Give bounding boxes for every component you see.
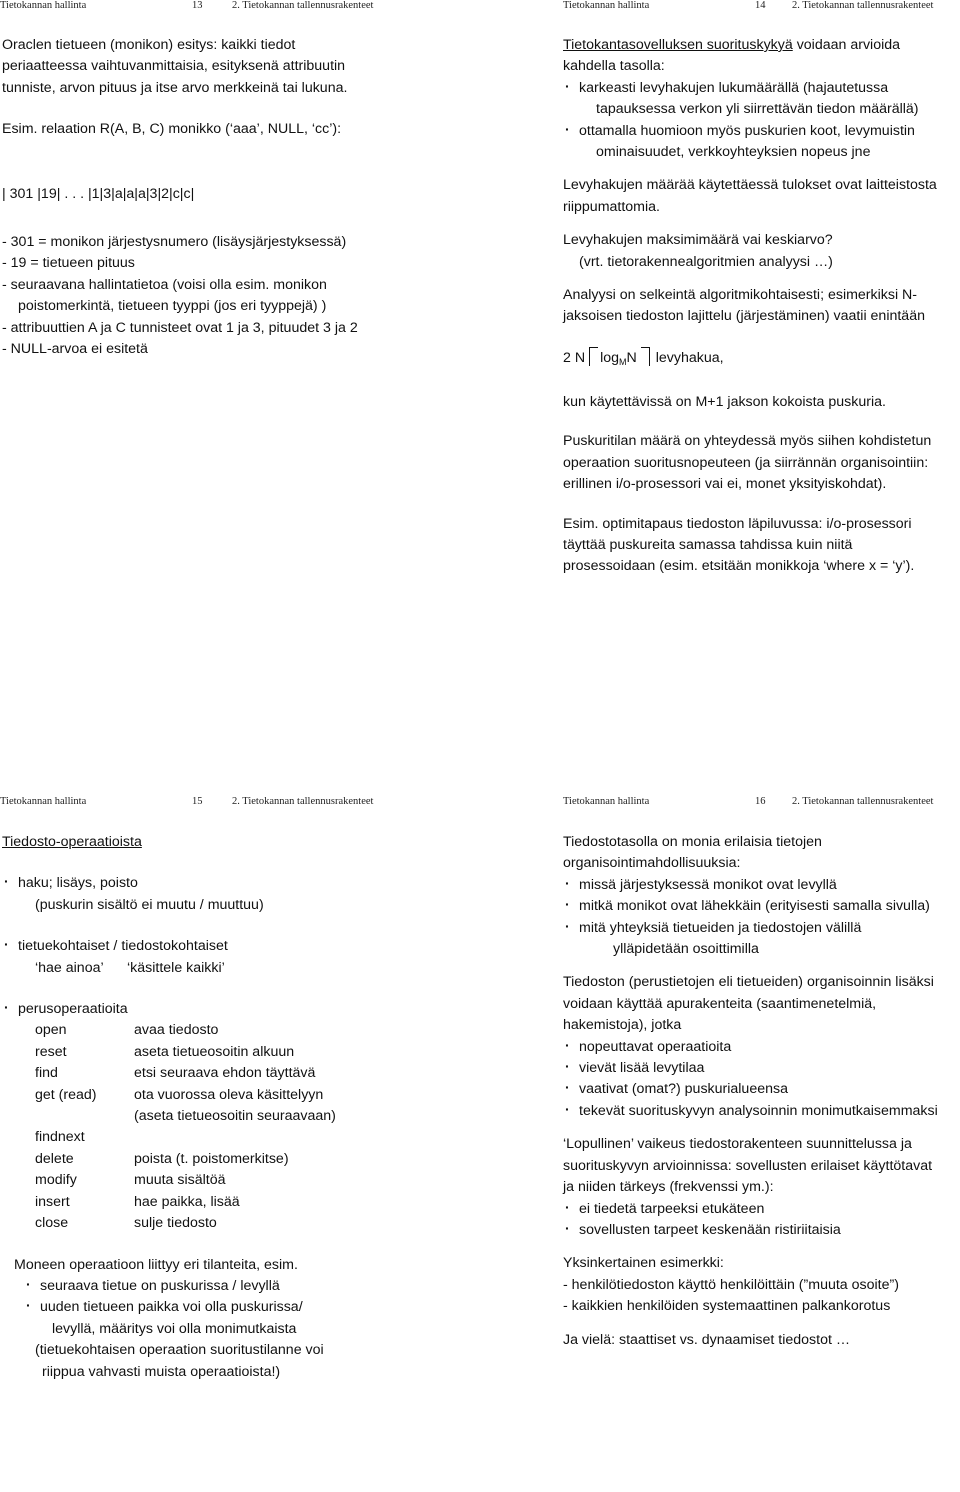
text-line: (vrt. tietorakennealgoritmien analyysi …) [579,253,833,270]
slide-header [480,796,960,810]
op-desc: ota vuorossa oleva käsittelyyn [134,1086,324,1103]
formula-arg: N [626,349,637,366]
text-line: ylläpidetään osoittimilla [613,941,759,958]
formula-sub: M [619,356,627,367]
op-name: close [35,1215,69,1232]
slide-header [0,0,480,14]
slide-header [0,796,480,810]
page-number: 13 [192,0,203,11]
op-name: insert [35,1193,70,1210]
text-line: - kaikkien henkilöiden systemaattinen palkankorotus [563,1298,891,1315]
text-line: ominaisuudet, verkkoyhteyksien nopeus jne [596,144,871,161]
text-line: (tietuekohtaisen operaation suoritustilanne voi [35,1342,324,1359]
text-line: Moneen operaatioon liittyy eri tilanteita, esim. [14,1256,298,1273]
op-desc: (aseta tietueosoitin seuraavaan) [134,1108,336,1125]
text-line: Levyhakujen maksimimäärä vai keskiarvo? [563,232,833,249]
formula [563,346,937,374]
page-number: 16 [755,796,766,807]
bullet-item: · tietuekohtaiset / tiedostokohtaiset [2,936,336,957]
text-line: Esim. relaation R(A, B, C) monikko (‘aaa’, NULL, ‘cc’): [2,121,342,138]
text-line: tunniste, arvon pituus ja itse arvo merkkeinä tai lukuna. [2,79,348,96]
formula-pre: 2 N [563,349,586,366]
section-title: 2. Tietokannan tallennusrakenteet [232,0,374,11]
text-line: Puskuritilan määrä on yhteydessä myös siihen kohdistetun [563,433,932,450]
bullet-item: · karkeasti levyhakujen lukumäärällä (hajautetussa [563,78,937,99]
bullet-item: · vaativat (omat?) puskurialueensa [563,1079,938,1100]
text-line: hakemistoja), jotka [563,1017,682,1034]
slide-14 [480,0,960,696]
text-line [563,35,937,56]
text-line: (puskurin sisältö ei muutu / muuttuu) [35,896,264,913]
op-name: get (read) [35,1086,97,1103]
slide-body [563,832,938,1351]
slide-16 [480,796,960,1492]
course-name: Tietokannan hallinta [0,796,87,807]
op-desc: aseta tietueosoitin alkuun [134,1043,295,1060]
text-line: suorituskyvyn arvioinnissa: sovellusten erilaiset käyttötavat [563,1157,933,1174]
text-line: jaksoisen tiedoston lajittelu (järjestäminen) vaatii enintään [563,308,925,325]
op-desc: muuta sisältöä [134,1172,226,1189]
text-line: riippua vahvasti muista operaatioista!) [42,1363,281,1380]
slide-body [563,35,937,578]
op-name: findnext [35,1129,85,1146]
all-op-label: ‘käsittele kaikki’ [127,959,225,976]
text-line: Esim. optimitapaus tiedoston läpiluvussa: i/o-prosessori [563,515,912,532]
op-desc: sulje tiedosto [134,1215,217,1232]
bullet-item: · seuraava tietue on puskurissa / levyllä [24,1276,336,1297]
slide-title: Tietokantasovelluksen suorituskykyä [563,37,793,53]
text-line: Analyysi on selkeintä algoritmikohtaisesti; esimerkiksi N- [563,287,918,304]
page-number: 15 [192,796,203,807]
text-line: prosessoidaan (esim. etsitään monikkoja ‘where x = ‘y’). [563,558,915,575]
slide-header [480,0,960,14]
section-title: 2. Tietokannan tallennusrakenteet [792,0,934,11]
formula-post: levyhakua, [655,349,724,366]
text-line: - henkilötiedoston käyttö henkilöittäin (”muuta osoite”) [563,1276,899,1293]
slide-13 [0,0,480,696]
record-layout: | 301 |19| . . . |1|3|a|a|a|3|2|c|c| [2,185,195,202]
bullet-item: · mitä yhteyksiä tietueiden ja tiedostojen välillä [563,918,938,939]
text-line: - NULL-arvoa ei esitetä [2,341,148,358]
text-line [2,958,336,979]
bullet-item: · haku; lisäys, poisto [2,873,336,894]
slide-body [2,35,358,360]
op-desc: poista (t. poistomerkitse) [134,1150,289,1167]
text-line: Yksinkertainen esimerkki: [563,1255,724,1272]
text-line: periaatteessa vaihtuvanmittaisia, esityksenä attribuutin [2,58,346,75]
text-line: tapauksessa verkon yli siirrettävän tiedon määrällä) [596,101,919,118]
text-line: Oraclen tietueen (monikon) esitys: kaikki tiedot [2,37,296,53]
op-name: open [35,1022,67,1039]
text-line: - 301 = monikon järjestysnumero (lisäysjärjestyksessä) [2,234,347,251]
operations-table [2,1020,336,1234]
text-line: - attribuuttien A ja C tunnisteet ovat 1 ja 3, pituudet 3 ja 2 [2,319,358,336]
bullet-item: · vievät lisää levytilaa [563,1058,938,1079]
bullet-item: · mitkä monikot ovat lähekkäin (erityisesti samalla sivulla) [563,896,938,917]
text-line: riippumattomia. [563,198,660,215]
bullet-item: · tekevät suorituskyvyn analysoinnin monimutkaisemmaksi [563,1101,938,1122]
text-line: organisointimahdollisuuksia: [563,855,741,872]
op-name [35,1106,134,1127]
bullet-item: · sovellusten tarpeet keskenään ristiriitaisia [563,1220,938,1241]
op-name: modify [35,1172,77,1189]
text-line: täyttää puskureita samassa tahdissa kuin niitä [563,536,853,553]
text-line: levyllä, määritys voi olla monimutkaista [52,1320,297,1337]
op-desc [134,1127,336,1148]
course-name: Tietokannan hallinta [0,0,87,11]
text-line: operaation suoritusnopeuteen (ja siirrännän organisointiin: [563,454,929,471]
text-line: kun käytettävissä on M+1 jakson kokoista puskuria. [563,393,886,410]
op-desc: etsi seuraava ehdon täyttävä [134,1065,316,1082]
text-line: kahdella tasolla: [563,58,665,75]
bullet-item: · perusoperaatioita [2,999,336,1020]
bullet-item: · missä järjestyksessä monikot ovat levyllä [563,875,938,896]
text-line: Tiedostotasolla on monia erilaisia tietojen [563,834,822,850]
page-number: 14 [755,0,766,11]
text-line: ‘Lopullinen’ vaikeus tiedostorakenteen suunnittelussa ja [563,1136,912,1153]
op-desc: avaa tiedosto [134,1022,219,1039]
text-line: ja niiden tärkeys (frekvenssi ym.): [563,1179,774,1196]
slide-15 [0,796,480,1492]
bullet-item: · nopeuttavat operaatioita [563,1037,938,1058]
text-line: - seuraavana hallintatietoa (voisi olla esim. monikon [2,276,327,293]
course-name: Tietokannan hallinta [563,0,650,11]
slide-title: Tiedosto-operaatioista [2,834,142,850]
course-name: Tietokannan hallinta [563,796,650,807]
title-rest: voidaan arvioida [792,37,901,53]
section-title: 2. Tietokannan tallennusrakenteet [792,796,934,807]
op-name: delete [35,1150,74,1167]
formula-log: log [600,349,620,366]
text-line: poistomerkintä, tietueen tyyppi (jos eri tyyppejä) ) [18,298,327,315]
bullet-item: · ottamalla huomioon myös puskurien koot, levymuistin [563,121,937,142]
op-name: find [35,1065,58,1082]
slide-body [2,832,336,1383]
text-line: Ja vielä: staattiset vs. dynaamiset tiedostot … [563,1331,851,1348]
bullet-item: · uuden tietueen paikka voi olla puskurissa/ [24,1297,336,1318]
text-line: Levyhakujen määrää käytettäessä tulokset ovat laitteistosta [563,177,937,194]
text-line: Tiedoston (perustietojen eli tietueiden) organisoinnin lisäksi [563,974,934,991]
op-name: reset [35,1043,67,1060]
text-line: voidaan käyttää apurakenteita (saantimenetelmiä, [563,995,877,1012]
section-title: 2. Tietokannan tallennusrakenteet [232,796,374,807]
single-op-label: ‘hae ainoa’ [35,959,104,976]
bullet-item: · ei tiedetä tarpeeksi etukäteen [563,1199,938,1220]
text-line: - 19 = tietueen pituus [2,255,135,272]
text-line: erillinen i/o-prosessori vai ei, monet yksityiskohdat). [563,476,887,493]
op-desc: hae paikka, lisää [134,1193,240,1210]
